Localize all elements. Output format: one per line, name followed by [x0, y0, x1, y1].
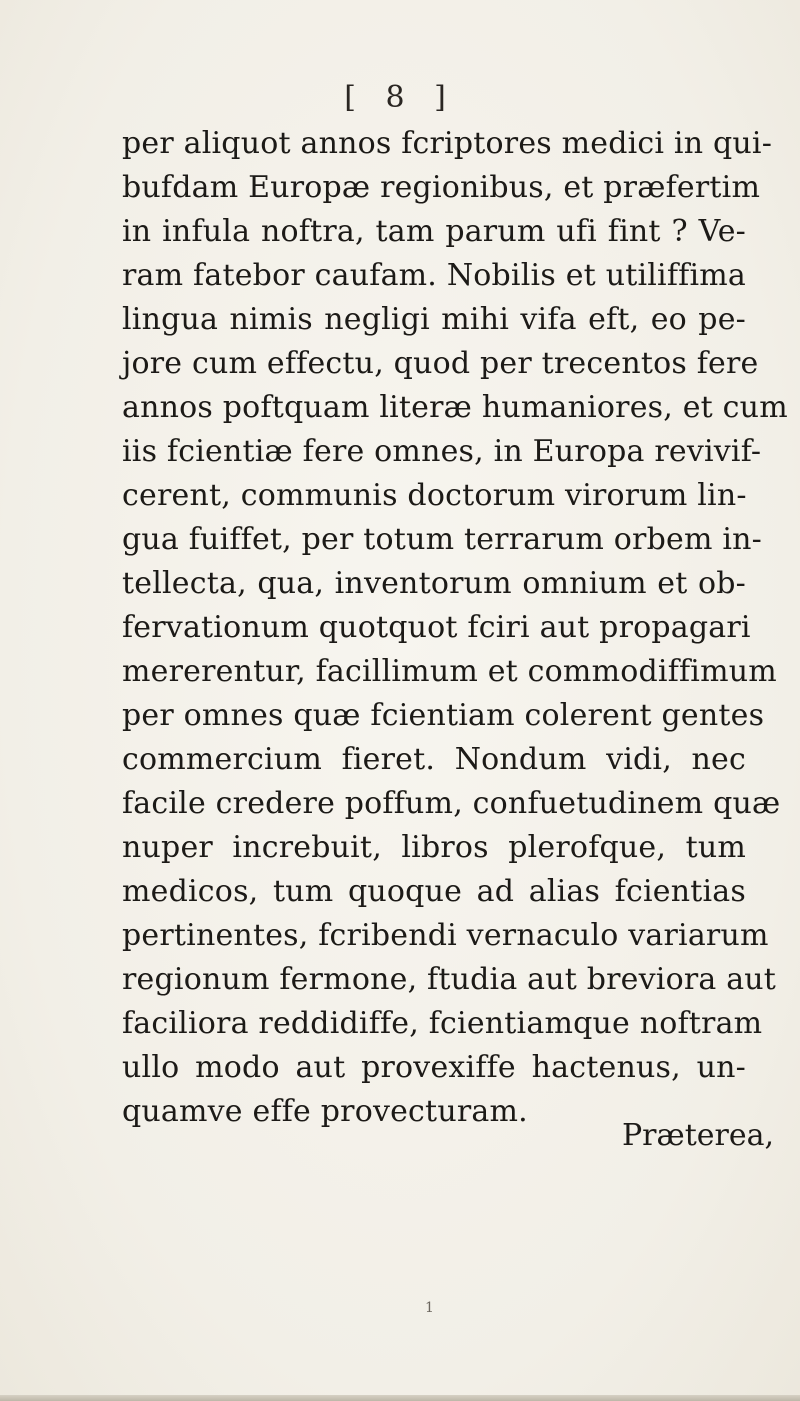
text-line-10: gua fuiffet, per totum terrarum orbem in-	[122, 522, 762, 557]
text-line-1: per aliquot annos fcriptores medici in qui-	[122, 126, 773, 161]
signature-mark: 1	[425, 1300, 434, 1316]
catchword: Præterea,	[622, 1118, 775, 1153]
text-line-6: jore cum effectu, quod per trecentos fere	[122, 346, 759, 381]
text-line-16: facile credere poffum, confuetudinem quæ	[122, 786, 781, 821]
text-line-3: in infula noftra, tam parum ufi fint ? Ve-	[122, 214, 746, 249]
text-line-8: iis fcientiæ fere omnes, in Europa revivif-	[122, 434, 762, 469]
page-bottom-edge	[0, 1395, 800, 1401]
text-line-5: lingua nimis negligi mihi vifa eft, eo pe-	[122, 302, 746, 337]
text-line-4: ram fatebor caufam. Nobilis et utiliffima	[122, 258, 746, 293]
text-line-11: tellecta, qua, inventorum omnium et ob-	[122, 566, 746, 601]
text-line-22: ullo modo aut provexiffe hactenus, un-	[122, 1050, 746, 1085]
text-line-15: commercium fieret. Nondum vidi, nec	[122, 742, 746, 777]
text-line-2: bufdam Europæ regionibus, et præfertim	[122, 170, 761, 205]
text-line-21: faciliora reddidiffe, fcientiamque noftram	[122, 1006, 763, 1041]
text-line-18: medicos, tum quoque ad alias fcientias	[122, 874, 746, 909]
text-line-12: fervationum quotquot fciri aut propagari	[122, 610, 751, 645]
text-line-14: per omnes quæ fcientiam colerent gentes	[122, 698, 765, 733]
page-number-header: [ 8 ]	[344, 80, 456, 115]
text-line-17: nuper increbuit, libros plerofque, tum	[122, 830, 746, 865]
text-line-7: annos poftquam literæ humaniores, et cum	[122, 390, 788, 425]
text-line-20: regionum fermone, ftudia aut breviora aut	[122, 962, 777, 997]
text-line-9: cerent, communis doctorum virorum lin-	[122, 478, 747, 513]
text-line-19: pertinentes, fcribendi vernaculo variarum	[122, 918, 769, 953]
text-line-23: quamve effe provecturam.	[122, 1094, 528, 1129]
text-line-13: mererentur, facillimum et commodiffimum	[122, 654, 777, 689]
